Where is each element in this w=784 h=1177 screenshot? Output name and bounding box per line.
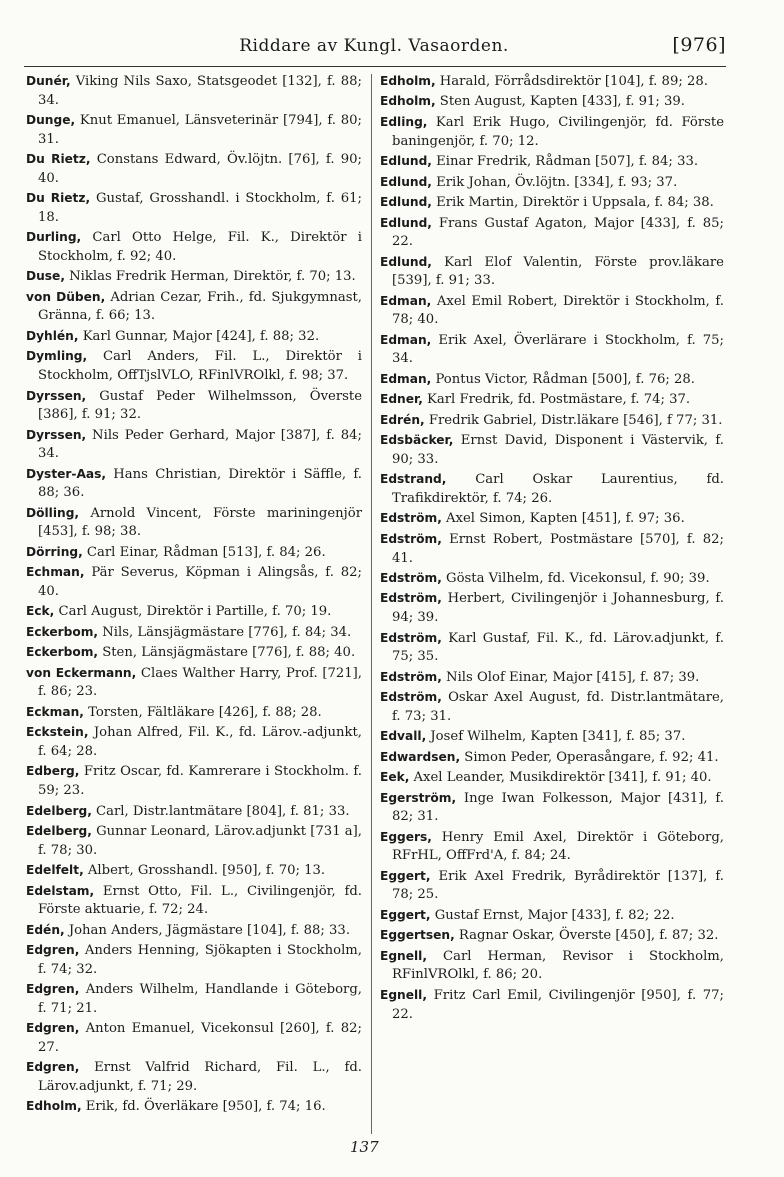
entry-name: Du Rietz,	[26, 152, 91, 167]
entry-name: Dunge,	[26, 113, 76, 128]
folio-number: 137	[350, 1138, 379, 1156]
register-entry	[380, 748, 724, 768]
register-entry	[380, 509, 724, 529]
register-entry	[380, 370, 724, 390]
register-entry	[26, 921, 362, 941]
entry-details: Johan Alfred, Fil. K., fd. Lärov.-adjunkt, f. 64; 28.	[38, 725, 362, 759]
page-reference-number: [976]	[672, 34, 726, 56]
entry-name: Eck,	[26, 604, 55, 619]
entry-details: Nils Olof Einar, Major [415], f. 87; 39.	[441, 669, 700, 685]
register-entry	[26, 623, 362, 643]
entry-name: Edstrand,	[380, 472, 447, 487]
column-divider	[371, 74, 372, 1134]
register-entry	[380, 390, 724, 410]
entry-details: Axel Simon, Kapten [451], f. 97; 36.	[441, 511, 685, 527]
register-entry	[26, 980, 362, 1018]
entry-details: Niklas Fredrik Herman, Direktör, f. 70; 13.	[64, 269, 356, 285]
entry-details: Karl Fredrik, fd. Postmästare, f. 74; 37.	[422, 392, 691, 408]
register-entry	[380, 152, 724, 172]
entry-name: von Düben,	[26, 289, 106, 304]
entry-details: Ragnar Oskar, Överste [450], f. 87; 32.	[454, 928, 719, 944]
register-entry	[380, 867, 724, 905]
entry-name: Edström,	[380, 630, 442, 645]
entry-details: Inge Iwan Folkesson, Major [431], f. 82; 31.	[392, 790, 724, 825]
entry-details: Adrian Cezar, Frih., fd. Sjukgymnast, Gränna, f. 66; 13.	[38, 289, 362, 324]
entry-details: Ernst Robert, Postmästare [570], f. 82; 41.	[392, 531, 724, 566]
register-entry	[380, 947, 724, 985]
entry-name: Edman,	[380, 371, 432, 386]
entry-details: Carl Oskar Laurentius, fd. Trafikdirektör, f. 74; 26.	[392, 472, 724, 506]
entry-name: Edwardsen,	[380, 749, 461, 764]
entry-details: Hans Christian, Direktör i Säffle, f. 88; 36.	[38, 466, 362, 501]
register-entry	[26, 1097, 362, 1117]
entry-details: Karl Erik Hugo, Civilingenjör, fd. Förste baningenjör, f. 70; 12.	[392, 114, 724, 149]
entry-name: Edgren,	[26, 943, 80, 958]
register-entry	[380, 906, 724, 926]
right-column	[380, 72, 724, 1025]
entry-details: Gustaf Ernst, Major [433], f. 82; 22.	[430, 907, 675, 923]
entry-name: Edling,	[380, 114, 428, 129]
entry-details: Pontus Victor, Rådman [500], f. 76; 28.	[431, 371, 695, 387]
entry-name: Dunér,	[26, 74, 71, 88]
register-entry	[380, 688, 724, 726]
entry-details: Fredrik Gabriel, Distr.läkare [546], f 77; 31.	[424, 412, 723, 428]
entry-name: Dölling,	[26, 505, 80, 520]
register-entry	[380, 331, 724, 369]
entry-details: Gunnar Leonard, Lärov.adjunkt [731 a], f. 78; 30.	[38, 824, 362, 858]
register-entry	[380, 253, 724, 291]
entry-name: Edman,	[380, 332, 432, 347]
entry-details: Simon Peder, Operasångare, f. 92; 41.	[460, 749, 719, 765]
register-entry	[380, 72, 724, 92]
page-title: Riddare av Kungl. Vasaorden.	[239, 36, 509, 56]
entry-details: Carl Einar, Rådman [513], f. 84; 26.	[82, 544, 326, 560]
entry-details: Carl Herman, Revisor i Stockholm, RFinlVROlkl, f. 86; 20.	[392, 948, 724, 983]
entry-details: Ernst David, Disponent i Västervik, f. 90; 33.	[392, 433, 724, 467]
entry-name: Egnell,	[380, 948, 427, 963]
register-entry	[26, 664, 362, 702]
entry-name: Eckman,	[26, 704, 84, 719]
register-entry	[26, 228, 362, 266]
entry-details: Karl Gustaf, Fil. K., fd. Lärov.adjunkt, f. 75; 35.	[392, 630, 724, 665]
register-entry	[380, 668, 724, 688]
register-entry	[380, 173, 724, 193]
entry-name: Dörring,	[26, 544, 83, 559]
entry-details: Josef Wilhelm, Kapten [341], f. 85; 37.	[426, 729, 686, 745]
register-entry	[380, 727, 724, 747]
entry-details: Axel Leander, Musikdirektör [341], f. 91; 40.	[409, 770, 712, 786]
register-entry	[26, 643, 362, 663]
entry-details: Albert, Grosshandl. [950], f. 70; 13.	[83, 863, 326, 879]
entry-details: Gustaf Peder Wilhelmsson, Överste [386], f. 91; 32.	[38, 388, 362, 423]
entry-name: Edström,	[380, 570, 442, 585]
entry-details: Ernst Otto, Fil. L., Civilingenjör, fd. Förste aktuarie, f. 72; 24.	[38, 883, 362, 918]
entry-details: Herbert, Civilingenjör i Johannesburg, f. 94; 39.	[392, 591, 724, 626]
page-header	[22, 34, 726, 64]
entry-name: Egerström,	[380, 790, 457, 805]
entry-details: Constans Edward, Öv.löjtn. [76], f. 90; 40.	[38, 152, 362, 186]
entry-details: Sten August, Kapten [433], f. 91; 39.	[435, 94, 685, 110]
entry-details: Carl August, Direktör i Partille, f. 70; 19.	[54, 604, 332, 620]
register-entry	[26, 267, 362, 287]
entry-name: Dyrssen,	[26, 388, 87, 403]
entry-details: Frans Gustaf Agaton, Major [433], f. 85; 22.	[392, 215, 724, 250]
header-rule	[24, 66, 726, 67]
register-entry	[380, 411, 724, 431]
entry-name: Echman,	[26, 565, 85, 580]
register-entry	[380, 214, 724, 252]
entry-details: Sten, Länsjägmästare [776], f. 88; 40.	[98, 645, 356, 661]
register-entry	[26, 111, 362, 149]
register-entry	[380, 589, 724, 627]
entry-name: Eggers,	[380, 829, 432, 844]
entry-name: Edvall,	[380, 729, 427, 744]
entry-name: Edlund,	[380, 215, 432, 230]
entry-details: Carl Otto Helge, Fil. K., Direktör i Stockholm, f. 92; 40.	[38, 230, 362, 264]
entry-details: Harald, Förrådsdirektör [104], f. 89; 28.	[435, 74, 708, 89]
entry-name: Eckstein,	[26, 725, 89, 740]
entry-details: Viking Nils Saxo, Statsgeodet [132], f. 88; 34.	[38, 74, 362, 108]
entry-details: Karl Elof Valentin, Förste prov.läkare [539], f. 91; 33.	[392, 254, 724, 289]
entry-name: von Eckermann,	[26, 665, 137, 680]
register-entry	[380, 768, 724, 788]
entry-name: Eckerbom,	[26, 645, 99, 660]
entry-details: Henry Emil Axel, Direktör i Göteborg, RFrHL, OffFrd'A, f. 84; 24.	[392, 829, 724, 864]
register-entry	[380, 569, 724, 589]
entry-name: Edström,	[380, 591, 442, 606]
entry-details: Ernst Valfrid Richard, Fil. L., fd. Lärov.adjunkt, f. 71; 29.	[38, 1060, 362, 1094]
entry-name: Eggert,	[380, 907, 431, 922]
entry-name: Edgren,	[26, 982, 80, 997]
register-entry	[380, 92, 724, 112]
register-entry	[26, 822, 362, 860]
register-entry	[26, 861, 362, 881]
entry-name: Edelberg,	[26, 824, 92, 839]
register-entry	[380, 292, 724, 330]
entry-name: Eckerbom,	[26, 624, 99, 639]
entry-details: Gustaf, Grosshandl. i Stockholm, f. 61; 18.	[38, 191, 362, 225]
register-entry	[26, 1058, 362, 1096]
entry-name: Edlund,	[380, 254, 432, 269]
entry-name: Edström,	[380, 531, 442, 546]
entry-name: Dyrssen,	[26, 427, 87, 442]
register-entry	[380, 828, 724, 866]
entry-name: Eggertsen,	[380, 928, 455, 943]
entry-details: Erik Axel, Överlärare i Stockholm, f. 75; 34.	[392, 332, 724, 367]
entry-details: Claes Walther Harry, Prof. [721], f. 86; 23.	[38, 665, 362, 700]
register-entry	[380, 113, 724, 151]
entry-details: Erik, fd. Överläkare [950], f. 74; 16.	[81, 1099, 326, 1115]
entry-name: Edner,	[380, 392, 423, 407]
entry-details: Torsten, Fältläkare [426], f. 88; 28.	[83, 704, 322, 720]
entry-name: Dymling,	[26, 349, 88, 364]
entry-details: Erik Axel Fredrik, Byrådirektör [137], f. 78; 25.	[392, 868, 724, 903]
entry-details: Oskar Axel August, fd. Distr.lantmätare, f. 73; 31.	[392, 690, 724, 724]
register-entry	[380, 193, 724, 213]
register-entry	[26, 387, 362, 425]
register-entry	[26, 882, 362, 920]
register-entry	[26, 347, 362, 385]
entry-name: Edberg,	[26, 764, 80, 779]
entry-details: Nils, Länsjägmästare [776], f. 84; 34.	[98, 624, 352, 640]
entry-name: Edholm,	[26, 1099, 82, 1114]
register-entry	[26, 543, 362, 563]
register-entry	[26, 504, 362, 542]
register-entry	[26, 150, 362, 188]
entry-details: Carl, Distr.lantmätare [804], f. 81; 33.	[91, 803, 350, 819]
register-entry	[26, 465, 362, 503]
entry-details: Carl Anders, Fil. L., Direktör i Stockholm, OffTjslVLO, RFinlVROlkl, f. 98; 37.	[38, 349, 362, 384]
register-entry	[26, 72, 362, 110]
register-entry	[26, 723, 362, 761]
entry-name: Edman,	[380, 293, 432, 308]
register-entry	[26, 602, 362, 622]
entry-name: Eek,	[380, 770, 410, 785]
entry-name: Edlund,	[380, 174, 432, 189]
register-entry	[380, 789, 724, 827]
entry-name: Edelberg,	[26, 803, 92, 818]
entry-details: Einar Fredrik, Rådman [507], f. 84; 33.	[431, 154, 699, 170]
register-entry	[26, 189, 362, 227]
entry-details: Axel Emil Robert, Direktör i Stockholm, f. 78; 40.	[392, 293, 724, 328]
register-entry	[26, 762, 362, 800]
entry-details: Fritz Carl Emil, Civilingenjör [950], f. 77; 22.	[392, 987, 724, 1022]
entry-details: Gösta Vilhelm, fd. Vicekonsul, f. 90; 39.	[441, 570, 710, 586]
left-column	[26, 72, 362, 1118]
entry-details: Anders Wilhelm, Handlande i Göteborg, f. 71; 21.	[38, 982, 362, 1016]
register-entry	[26, 327, 362, 347]
entry-details: Anton Emanuel, Vicekonsul [260], f. 82; 27.	[38, 1021, 362, 1055]
entry-name: Edlund,	[380, 154, 432, 169]
entry-name: Durling,	[26, 230, 82, 245]
entry-name: Egnell,	[380, 987, 427, 1002]
register-entry	[380, 431, 724, 469]
entry-name: Dyhlén,	[26, 328, 79, 343]
entry-name: Edelstam,	[26, 883, 95, 898]
entry-details: Knut Emanuel, Länsveterinär [794], f. 80; 31.	[38, 113, 362, 147]
entry-details: Nils Peder Gerhard, Major [387], f. 84; 34.	[38, 427, 362, 462]
entry-details: Pär Severus, Köpman i Alingsås, f. 82; 40.	[38, 565, 362, 599]
register-entry	[26, 563, 362, 601]
register-entry	[380, 470, 724, 508]
entry-name: Edrén,	[380, 412, 425, 427]
entry-name: Edström,	[380, 690, 442, 705]
entry-name: Dyster-Aas,	[26, 466, 107, 481]
register-entry	[380, 926, 724, 946]
entry-name: Edgren,	[26, 1021, 80, 1036]
entry-name: Edholm,	[380, 74, 436, 88]
entry-name: Edström,	[380, 511, 442, 526]
entry-name: Duse,	[26, 269, 65, 284]
entry-name: Edgren,	[26, 1060, 80, 1075]
register-entry	[380, 530, 724, 568]
entry-details: Erik Johan, Öv.löjtn. [334], f. 93; 37.	[431, 174, 678, 190]
entry-details: Karl Gunnar, Major [424], f. 88; 32.	[78, 328, 320, 344]
entry-name: Eggert,	[380, 868, 431, 883]
register-entry	[26, 1019, 362, 1057]
entry-name: Edsbäcker,	[380, 433, 454, 448]
entry-name: Edelfelt,	[26, 863, 84, 878]
entry-name: Edholm,	[380, 94, 436, 109]
register-entry	[26, 941, 362, 979]
register-entry	[380, 629, 724, 667]
register-entry	[380, 986, 724, 1024]
entry-name: Du Rietz,	[26, 191, 91, 206]
register-entry	[26, 802, 362, 822]
register-entry	[26, 426, 362, 464]
entry-details: Johan Anders, Jägmästare [104], f. 88; 33.	[64, 922, 351, 938]
entry-details: Arnold Vincent, Förste mariningenjör [453], f. 98; 38.	[38, 505, 362, 540]
entry-name: Edlund,	[380, 195, 432, 210]
entry-name: Edén,	[26, 922, 65, 937]
entry-details: Erik Martin, Direktör i Uppsala, f. 84; 38.	[431, 195, 714, 211]
entry-name: Edström,	[380, 669, 442, 684]
entry-details: Fritz Oscar, fd. Kamrerare i Stockholm. f. 59; 23.	[38, 764, 362, 799]
entry-details: Anders Henning, Sjökapten i Stockholm, f. 74; 32.	[38, 943, 362, 977]
register-entry	[26, 703, 362, 723]
register-entry	[26, 288, 362, 326]
